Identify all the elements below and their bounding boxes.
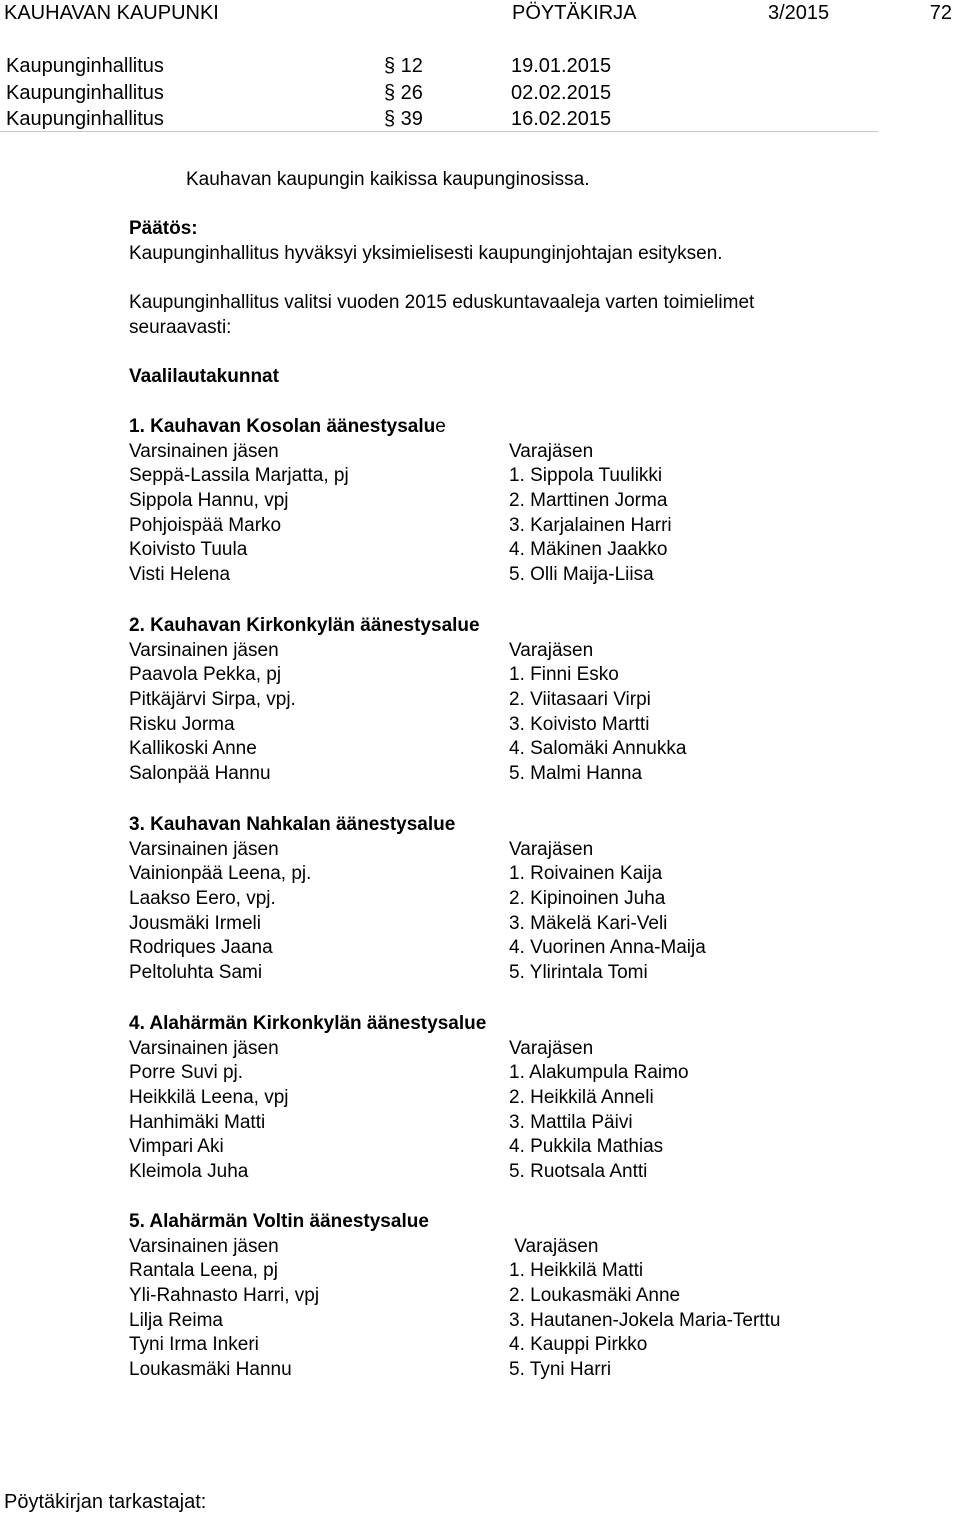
org-name: KAUHAVAN KAUPUNKI (4, 2, 219, 24)
member-row: Risku Jorma 3. Koivisto Martti (129, 713, 650, 735)
column-headers: Varsinainen jäsen Varajäsen (129, 838, 594, 860)
meeting-date: 16.02.2015 (511, 108, 612, 130)
column-headers: Varsinainen jäsen Varajäsen (129, 1037, 594, 1059)
member-row: Visti Helena 5. Olli Maija-Liisa (129, 564, 654, 586)
page-number: 72 (929, 2, 952, 24)
member-row: Kallikoski Anne 4. Salomäki Annukka (129, 738, 687, 760)
paragraph-number: § 39 (384, 108, 423, 130)
polling-district-3 (129, 813, 849, 986)
column-headers: Varsinainen jäsen Varajäsen (129, 1235, 599, 1257)
decision-label: Päätös: (129, 218, 198, 239)
member-row: Tyni Irma Inkeri 4. Kauppi Pirkko (129, 1334, 648, 1356)
member-row: Laakso Eero, vpj. 2. Kipinoinen Juha (129, 888, 666, 910)
member-row: Salonpää Hannu 5. Malmi Hanna (129, 763, 643, 785)
body-name: Kaupunginhallitus (6, 108, 164, 130)
polling-district-4 (129, 1012, 849, 1185)
member-row: Seppä-Lassila Marjatta, pj 1. Sippola Tuulikki (129, 465, 663, 487)
member-row: Yli-Rahnasto Harri, vpj 2. Loukasmäki Anne (129, 1285, 681, 1307)
committees-heading: Vaalilautakunnat (129, 366, 279, 387)
member-row: Heikkilä Leena, vpj 2. Heikkilä Anneli (129, 1087, 654, 1109)
member-row: Sippola Hannu, vpj 2. Marttinen Jorma (129, 490, 668, 512)
member-row: Paavola Pekka, pj 1. Finni Esko (129, 664, 619, 686)
member-row: Loukasmäki Hannu 5. Tyni Harri (129, 1359, 612, 1381)
decision-text-2-cont: seuraavasti: (129, 317, 232, 338)
column-headers: Varsinainen jäsen Varajäsen (129, 440, 594, 462)
district-title: 3. Kauhavan Nahkalan äänestysalue (129, 814, 456, 835)
meeting-date: 02.02.2015 (511, 81, 612, 104)
member-row: Hanhimäki Matti 3. Mattila Päivi (129, 1111, 633, 1133)
member-row: Rantala Leena, pj 1. Heikkilä Matti (129, 1260, 644, 1282)
page-header (4, 2, 952, 28)
doc-type: PÖYTÄKIRJA (512, 2, 637, 24)
meeting-reference-row (6, 55, 878, 82)
member-row: Lilja Reima 3. Hautanen-Jokela Maria-Terttu (129, 1309, 781, 1331)
paragraph-number: § 26 (384, 81, 423, 104)
member-row: Vainionpää Leena, pj. 1. Roivainen Kaija (129, 863, 663, 885)
meeting-date: 19.01.2015 (511, 55, 612, 77)
member-row: Porre Suvi pj. 1. Alakumpula Raimo (129, 1062, 689, 1084)
member-row: Vimpari Aki 4. Pukkila Mathias (129, 1136, 664, 1158)
member-row: Jousmäki Irmeli 3. Mäkelä Kari-Veli (129, 912, 668, 934)
district-title: 4. Alahärmän Kirkonkylän äänestysalue (129, 1013, 487, 1034)
decision-text-2: Kaupunginhallitus valitsi vuoden 2015 eduskuntavaaleja varten toimielimet (129, 292, 755, 313)
polling-district-1 (129, 415, 849, 588)
district-title: 5. Alahärmän Voltin äänestysalue (129, 1211, 429, 1232)
polling-district-2 (129, 614, 849, 787)
paragraph-number: § 12 (384, 55, 423, 77)
member-row: Pohjoispää Marko 3. Karjalainen Harri (129, 514, 672, 536)
member-row: Peltoluhta Sami 5. Ylirintala Tomi (129, 962, 648, 984)
meeting-references (6, 55, 878, 135)
district-title: 1. Kauhavan Kosolan äänestysalue (129, 416, 446, 437)
body-name: Kaupunginhallitus (6, 55, 164, 77)
doc-number: 3/2015 (768, 2, 830, 24)
body-name: Kaupunginhallitus (6, 81, 164, 104)
intro-line: Kauhavan kaupungin kaikissa kaupunginosissa. (186, 169, 590, 190)
member-row: Rodriques Jaana 4. Vuorinen Anna-Maija (129, 937, 706, 959)
decision-text: Kaupunginhallitus hyväksyi yksimielisesti kaupunginjohtajan esityksen. (129, 243, 723, 264)
district-title: 2. Kauhavan Kirkonkylän äänestysalue (129, 615, 480, 636)
member-row: Pitkäjärvi Sirpa, vpj. 2. Viitasaari Virpi (129, 689, 651, 711)
polling-district-5 (129, 1210, 849, 1383)
column-headers: Varsinainen jäsen Varajäsen (129, 639, 594, 661)
member-row: Koivisto Tuula 4. Mäkinen Jaakko (129, 539, 668, 561)
header-divider (0, 131, 878, 132)
member-row: Kleimola Juha 5. Ruotsala Antti (129, 1161, 648, 1183)
reviewers-label: Pöytäkirjan tarkastajat: (4, 1491, 207, 1513)
meeting-reference-row (6, 82, 878, 109)
